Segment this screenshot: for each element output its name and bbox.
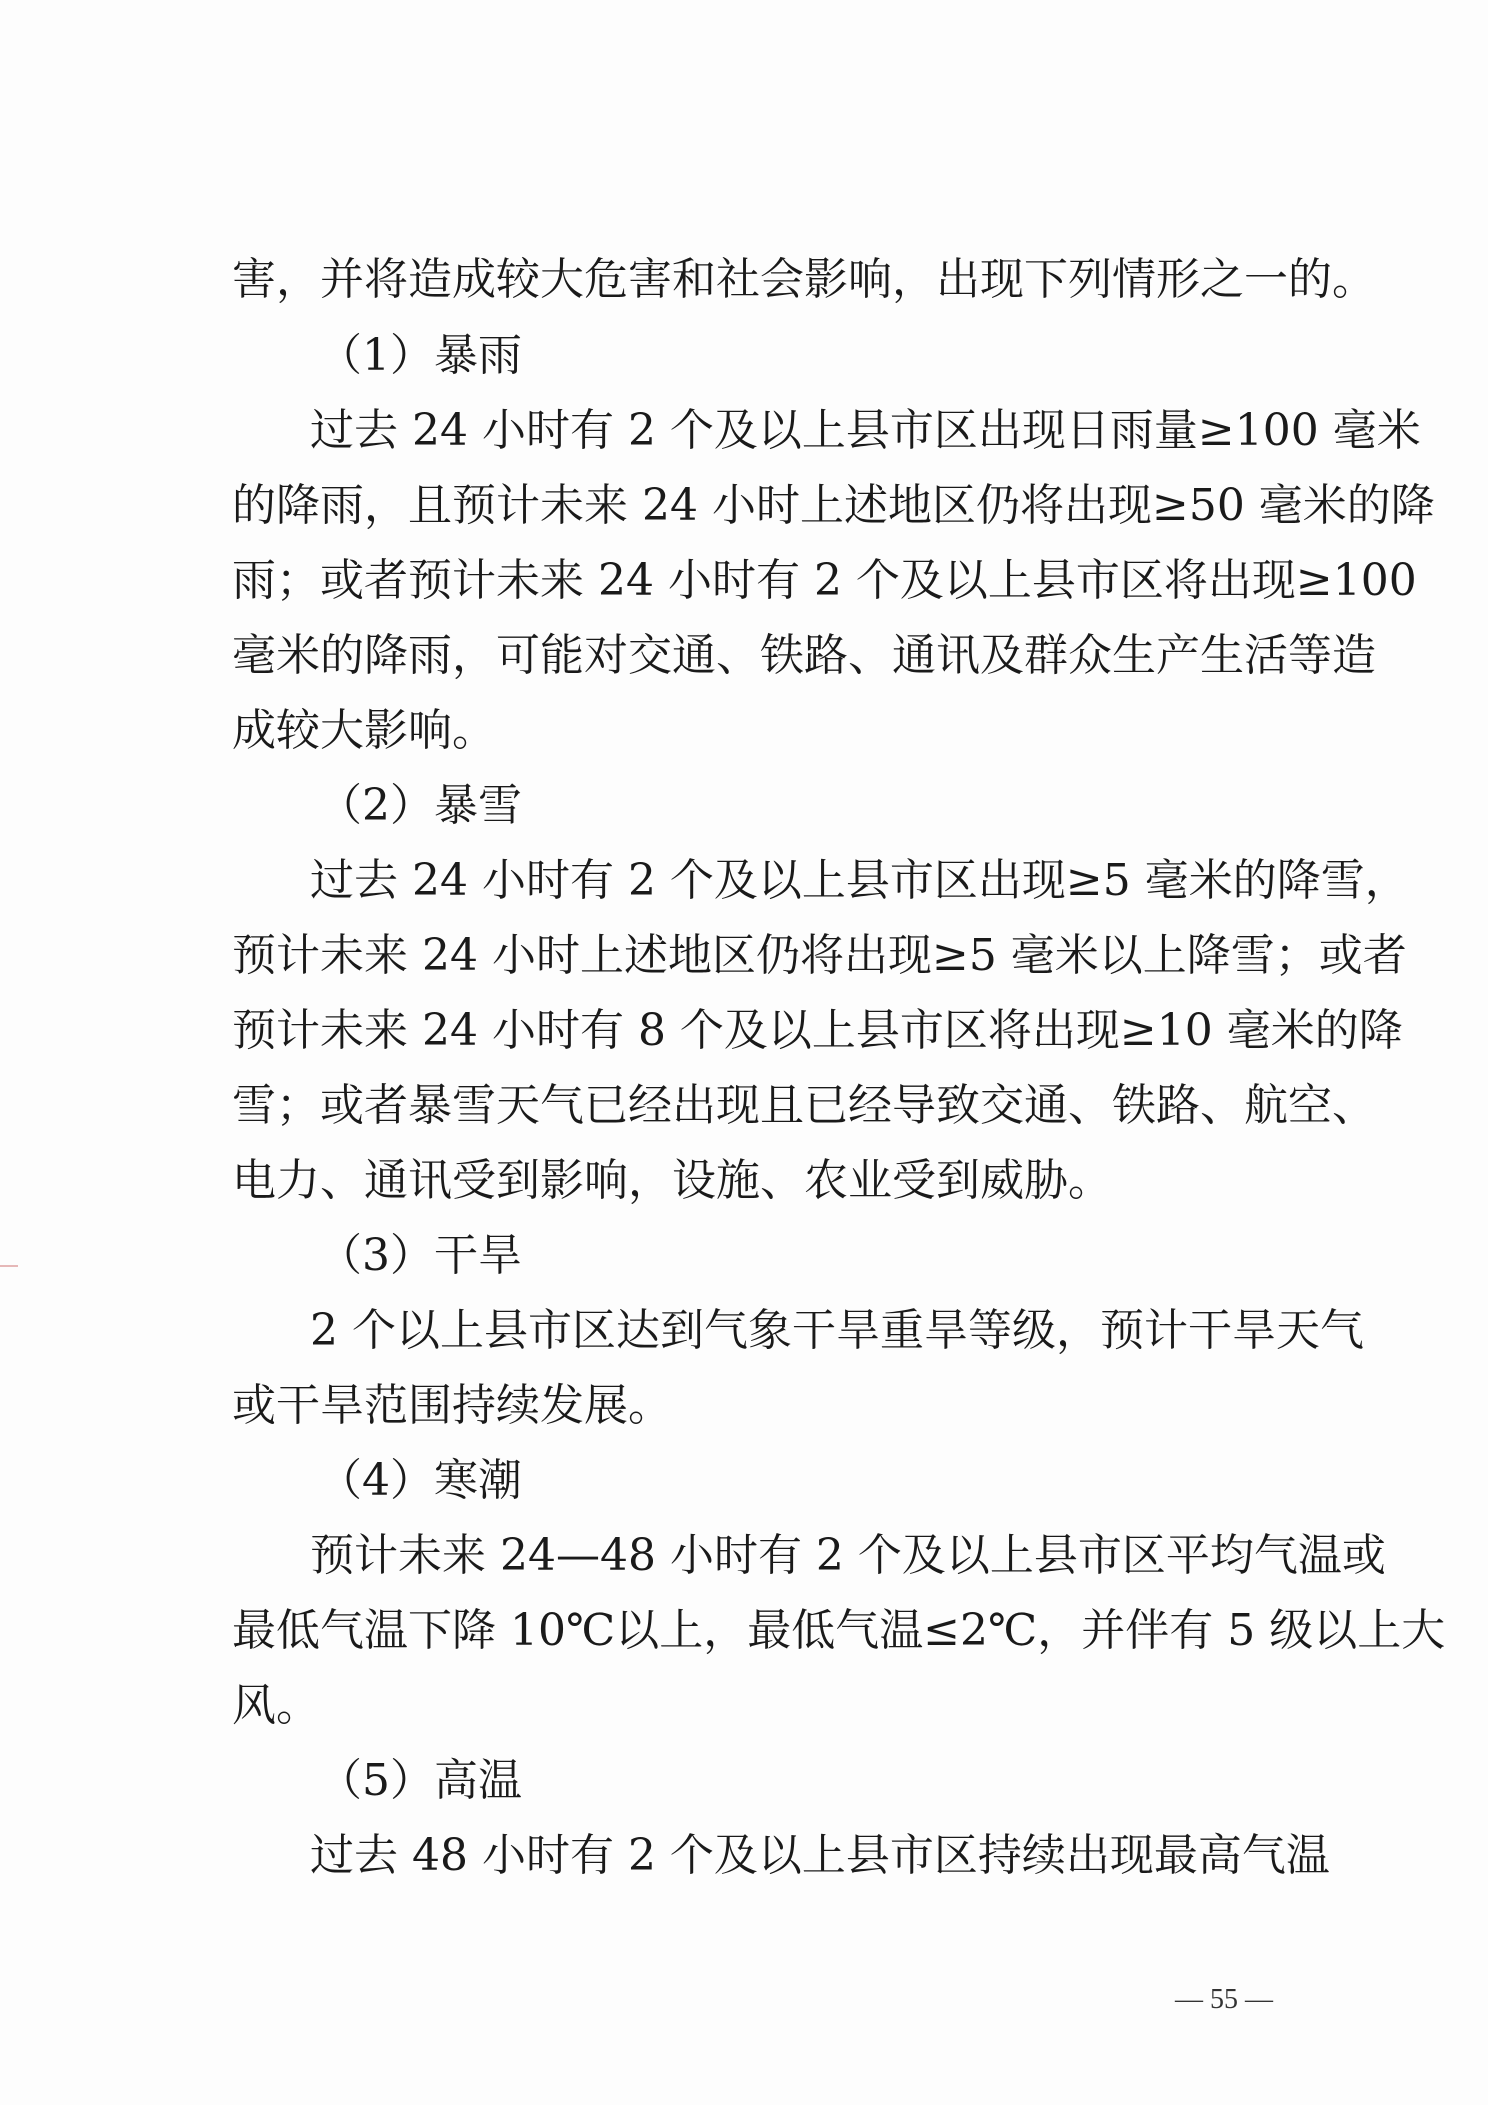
- paragraph-line: 电力、通讯受到影响，设施、农业受到威胁。: [232, 1155, 1112, 1206]
- paragraph-line: 最低气温下降 10℃以上，最低气温≤2℃，并伴有 5 级以上大: [232, 1605, 1446, 1656]
- paragraph-line: 或干旱范围持续发展。: [232, 1380, 672, 1431]
- paragraph-line: 预计未来 24 小时上述地区仍将出现≥5 毫米以上降雪；或者: [232, 930, 1407, 981]
- paragraph-line: 雪；或者暴雪天气已经出现且已经导致交通、铁路、航空、: [232, 1080, 1376, 1131]
- section-heading: （3）干旱: [318, 1230, 522, 1281]
- section-heading: （1）暴雨: [318, 330, 522, 381]
- section-heading: （2）暴雪: [318, 780, 522, 831]
- paragraph-line: 成较大影响。: [232, 705, 496, 756]
- section-heading: （4）寒潮: [318, 1455, 522, 1506]
- section-heading: （5）高温: [318, 1755, 522, 1806]
- paragraph-line: 过去 48 小时有 2 个及以上县市区持续出现最高气温: [310, 1830, 1330, 1881]
- page-number: — 55 —: [1175, 1984, 1273, 2015]
- paragraph-line: 过去 24 小时有 2 个及以上县市区出现≥5 毫米的降雪，: [310, 855, 1409, 906]
- paragraph-line: 毫米的降雨，可能对交通、铁路、通讯及群众生产生活等造: [232, 630, 1376, 681]
- paragraph-line: 2 个以上县市区达到气象干旱重旱等级，预计干旱天气: [310, 1305, 1364, 1356]
- paragraph-line: 雨；或者预计未来 24 小时有 2 个及以上县市区将出现≥100: [232, 555, 1417, 606]
- paragraph-line: 预计未来 24—48 小时有 2 个及以上县市区平均气温或: [310, 1530, 1386, 1581]
- paragraph-line: 风。: [232, 1680, 320, 1731]
- paragraph-line: 的降雨，且预计未来 24 小时上述地区仍将出现≥50 毫米的降: [232, 480, 1435, 531]
- scan-artifact: [0, 1265, 18, 1267]
- paragraph-line: 预计未来 24 小时有 8 个及以上县市区将出现≥10 毫米的降: [232, 1005, 1403, 1056]
- paragraph-line: 害，并将造成较大危害和社会影响，出现下列情形之一的。: [232, 254, 1376, 305]
- paragraph-line: 过去 24 小时有 2 个及以上县市区出现日雨量≥100 毫米: [310, 405, 1421, 456]
